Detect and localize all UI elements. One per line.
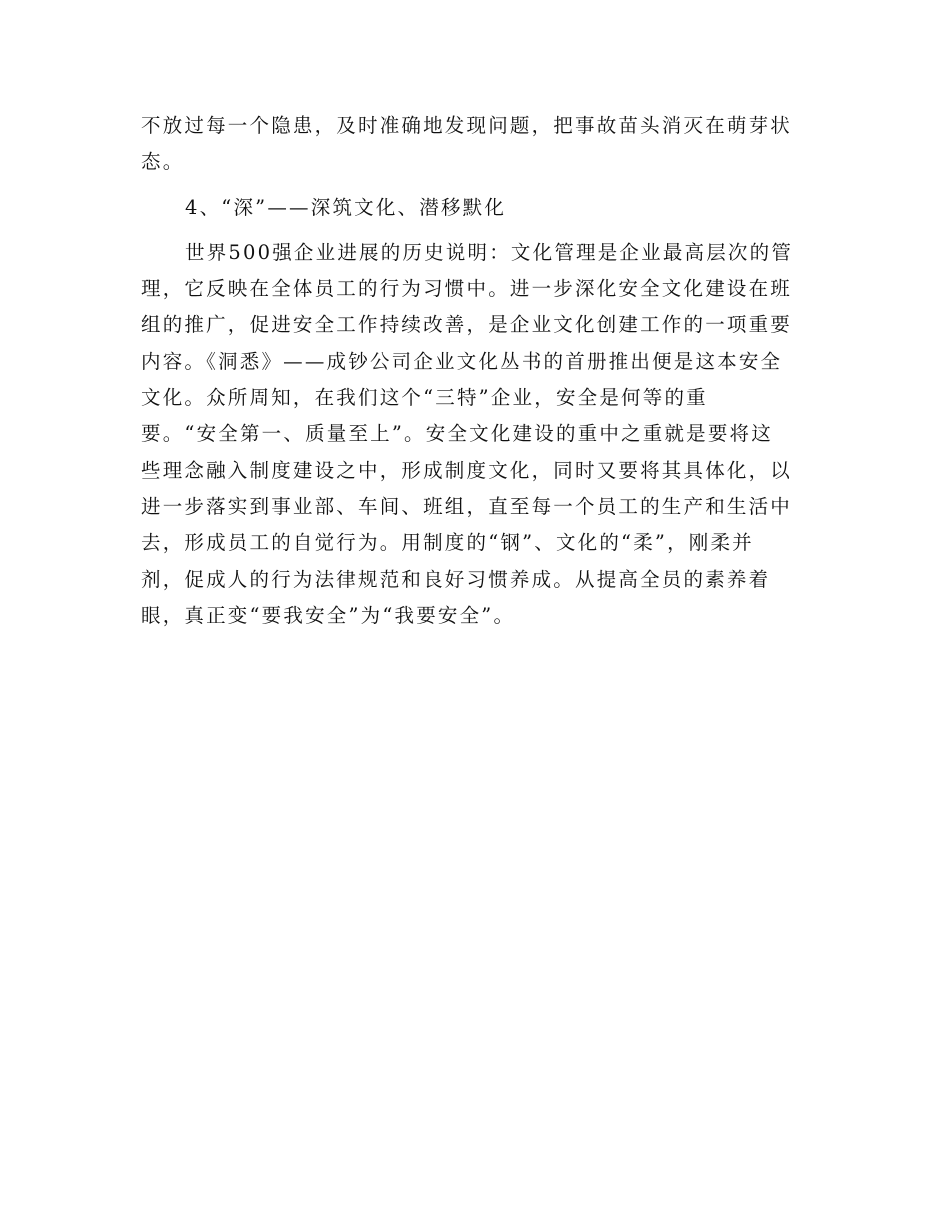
text-line: 些理念融入制度建设之中，形成制度文化，同时又要将其具体化，以 [141, 458, 793, 482]
paragraph-continuation [141, 108, 796, 181]
text-line: 不放过每一个隐患，及时准确地发现问题，把事故苗头消灭在萌芽状 [141, 114, 793, 137]
text-line: 剂，促成人的行为法律规范和良好习惯养成。从提高全员的素养着 [141, 567, 771, 591]
paragraph-body [141, 235, 796, 634]
text-line: 态。 [141, 150, 185, 174]
text-line: 世界500强企业进展的历史说明：文化管理是企业最高层次的管 [185, 240, 794, 264]
text-line: 文化。众所周知，在我们这个“三特”企业，安全是何等的重 [141, 386, 708, 410]
text-line: 进一步落实到事业部、车间、班组，直至每一个员工的生产和生活中 [141, 494, 793, 518]
text-line: 眼，真正变“要我安全”为“我要安全”。 [141, 603, 516, 627]
text-line: 内容。《洞悉》——成钞公司企业文化丛书的首册推出便是这本安全 [141, 349, 783, 373]
text-line: 组的推广，促进安全工作持续改善，是企业文化创建工作的一项重要 [141, 313, 793, 337]
text-line: 要。“安全第一、质量至上”。安全文化建设的重中之重就是要将这 [141, 422, 773, 446]
document-body [141, 108, 796, 634]
text-line: 去，形成员工的自觉行为。用制度的“钢”、文化的“柔”，刚柔并 [141, 531, 754, 555]
section-heading: 4、“深”——深筑文化、潜移默化 [185, 195, 507, 219]
text-line: 理，它反映在全体员工的行为习惯中。进一步深化安全文化建设在班 [141, 277, 793, 301]
